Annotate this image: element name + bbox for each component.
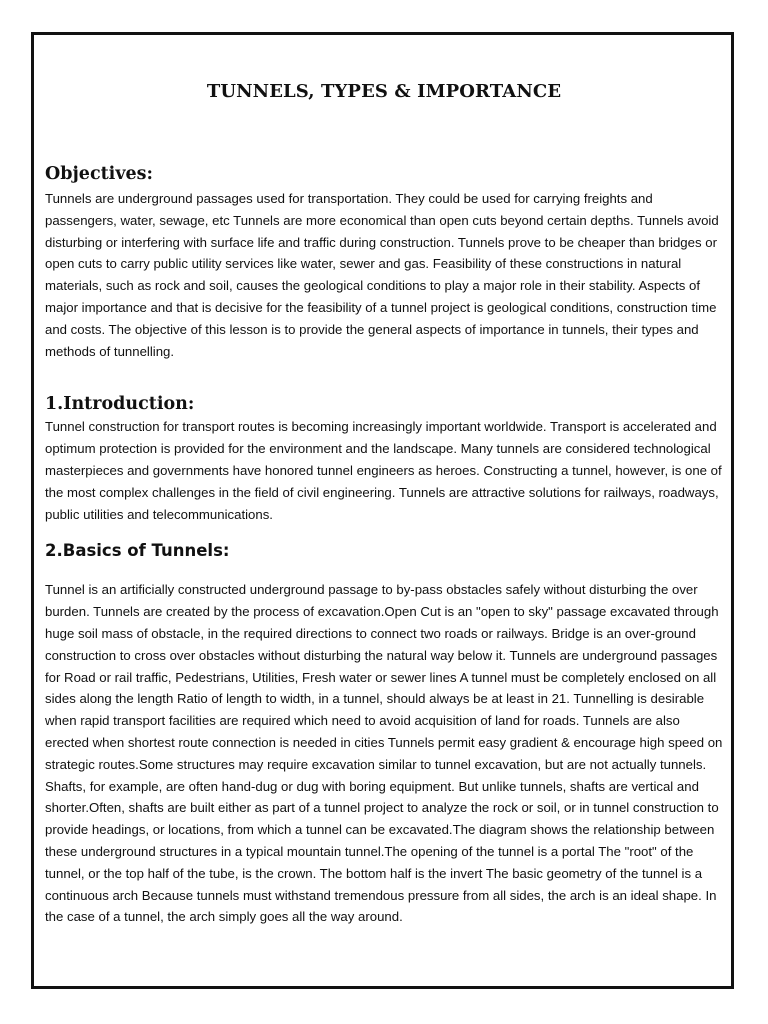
objectives-paragraph: Tunnels are underground passages used for transportation. They could be used for carrying freights and passengers, water, sewage, etc Tunnels are more economical than open cuts beyond certain depths. Tunnels avoid disturbing or interfering with surface life and traffic during construction. Tunnels prove to be cheaper than bridges or open cuts to carry public utility services like water, sewer and gas. Feasibility of these constructions in natural materials, such as rock and soil, causes the geological conditions to play a major role in their stability. Aspects of major importance and that is decisive for the feasibility of a tunnel project is geological conditions, construction time and costs. The objective of this lesson is to provide the general aspects of importance in tunnels, their types and methods of tunnelling. xyxy=(45,191,719,359)
objectives-heading: Objectives: xyxy=(45,164,153,184)
basics-paragraph: Tunnel is an artificially constructed underground passage to by-pass obstacles safely without disturbing the over burden. Tunnels are created by the process of excavation.Open Cut is an "open to sky" passage excavated through huge soil mass of obstacle, in the required directions to connect two roads or railways. Bridge is an over-ground construction to cross over obstacles without disturbing the natural way below it. Tunnels are underground passages for Road or rail traffic, Pedestrians, Utilities, Fresh water or sewer lines A tunnel must be completely enclosed on all sides along the length Ratio of length to width, in a tunnel, should always be at least in 21. Tunnelling is desirable when rapid transport facilities are required which need to avoid acquisition of land for roads. Tunnels are also erected when shortest route connection is needed in cities Tunnels permit easy gradient & encourage high speed on strategic routes.Some structures may require excavation similar to tunnel excavation, but are not actually tunnels. Shafts, for example, are often hand-dug or dug with boring equipment. But unlike tunnels, shafts are vertical and shorter.Often, shafts are built either as part of a tunnel project to analyze the rock or soil, or in tunnel construction to provide headings, or locations, from which a tunnel can be excavated.The diagram shows the relationship between these underground structures in a typical mountain tunnel.The opening of the tunnel is a portal The "root" of the tunnel, or the top half of the tube, is the crown. The bottom half is the invert The basic geometry of the tunnel is a continuous arch Because tunnels must withstand tremendous pressure from all sides, the arch is an ideal shape. In the case of a tunnel, the arch simply goes all the way around. xyxy=(45,582,723,925)
document-title: TUNNELS, TYPES & IMPORTANCE xyxy=(206,81,562,102)
introduction-paragraph: Tunnel construction for transport routes is becoming increasingly important worldwide. Transport is accelerated and optimum protection is provided for the environment and the landscape. Many tunnels are considered technological masterpieces and governments have honored tunnel engineers as heroes. Constructing a tunnel, however, is one of the most complex challenges in the field of civil engineering. Tunnels are attractive solutions for railways, roadways, public utilities and telecommunications. xyxy=(45,419,722,522)
basics-heading: 2.Basics of Tunnels: xyxy=(45,541,230,561)
introduction-heading: 1.Introduction: xyxy=(45,394,195,415)
document-content xyxy=(45,78,723,928)
